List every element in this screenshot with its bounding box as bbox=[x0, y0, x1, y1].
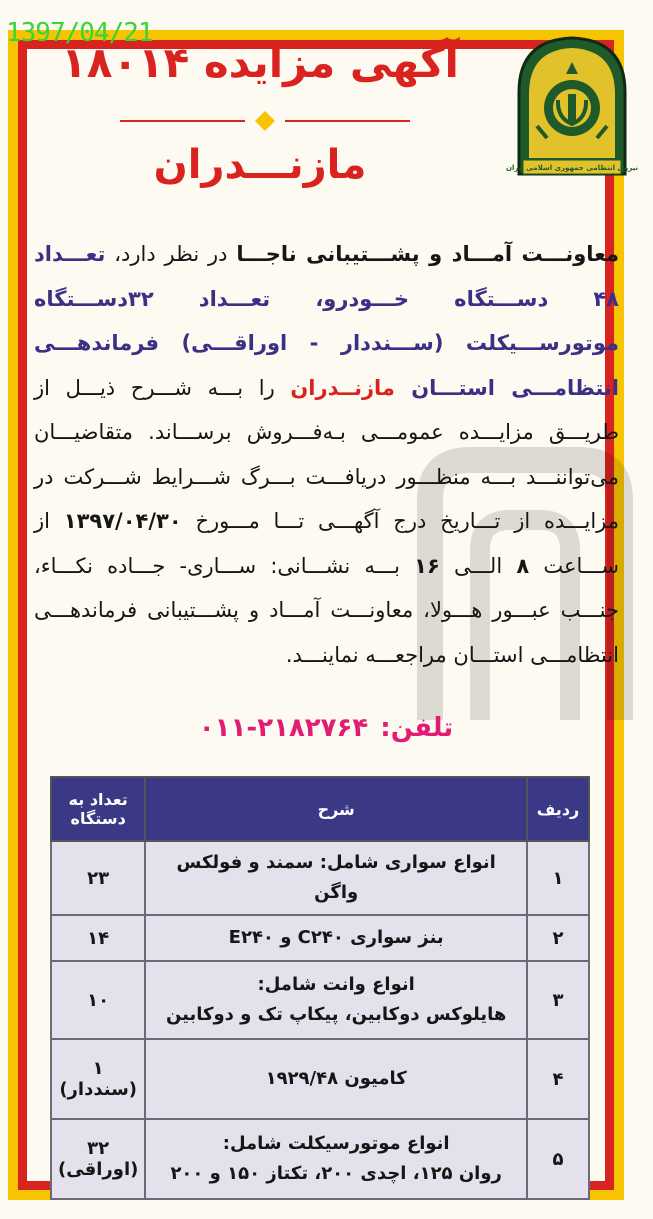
notice-body bbox=[34, 232, 619, 677]
row-count-value: ۱۰ bbox=[87, 989, 110, 1011]
row-description-line2: هایلوکس دوکابین، پیکاپ تک و دوکابین bbox=[165, 1004, 507, 1025]
header-description: شرح bbox=[145, 777, 527, 841]
row-description-line1: انواع موتورسیکلت شامل: bbox=[222, 1133, 450, 1154]
row-description bbox=[145, 961, 527, 1039]
row-count-value: ۱۴ bbox=[87, 927, 110, 949]
row-count bbox=[51, 841, 145, 915]
body-hour-start: ۸ bbox=[516, 553, 530, 578]
row-count bbox=[51, 915, 145, 961]
items-table bbox=[50, 776, 590, 1200]
notice-title: آگهی مزایده ۱۸۰۱۴ bbox=[61, 38, 459, 87]
row-number: ۲ bbox=[527, 915, 589, 961]
date-stamp: 1397/04/21 bbox=[6, 18, 153, 48]
row-count-note: (اوراقی) bbox=[58, 1159, 139, 1180]
row-description bbox=[145, 1039, 527, 1119]
row-count-note: (سنددار) bbox=[59, 1079, 137, 1100]
body-text-3: از ســـاعت bbox=[34, 509, 619, 578]
row-description-line1: انواع وانت شامل: bbox=[257, 974, 415, 995]
row-description bbox=[145, 1119, 527, 1199]
header-row-number: ردیف bbox=[527, 777, 589, 841]
row-count bbox=[51, 961, 145, 1039]
header-count: تعداد به دستگاه bbox=[51, 777, 145, 841]
row-number: ۴ bbox=[527, 1039, 589, 1119]
body-deadline: ۱۳۹۷/۰۴/۳۰ bbox=[63, 509, 182, 533]
table-row bbox=[51, 1039, 589, 1119]
emblem-caption: نیروی انتظامی جمهوری اسلامی ایران bbox=[505, 164, 639, 172]
notice-subtitle: مازنـــدران bbox=[153, 142, 367, 188]
body-text-1: در نظر دارد، bbox=[105, 242, 237, 266]
row-description-line1: انواع سواری شامل: سمند و فولکس واگن bbox=[176, 852, 496, 903]
body-highlight-province: مازنــدران bbox=[290, 375, 412, 400]
row-count-value: ۲۳ bbox=[87, 867, 110, 889]
row-number: ۳ bbox=[527, 961, 589, 1039]
phone-label: تلفن: bbox=[380, 713, 454, 743]
row-description bbox=[145, 841, 527, 915]
phone-number: ۲۱۸۲۷۶۴-۰۱۱ bbox=[198, 713, 369, 743]
body-highlight-items: تعـــداد ۴۸ دســـتگاه خـــودرو، تعـــداد ۳۲دســـتگاه موتورســـیکلت (ســـنددار - اوراقـــی) فرماندهـــی انتظامـــی استـــان bbox=[34, 242, 620, 400]
row-number: ۱ bbox=[527, 841, 589, 915]
row-count bbox=[51, 1039, 145, 1119]
body-org: معاونـــت آمـــاد و پشـــتیبانی ناجـــا bbox=[236, 242, 619, 266]
body-text-4: الـــی bbox=[439, 553, 517, 578]
row-count-value: ۱ bbox=[92, 1058, 104, 1079]
body-hour-end: ۱۶ bbox=[414, 553, 440, 578]
table-row bbox=[51, 915, 589, 961]
police-emblem-icon bbox=[505, 34, 639, 180]
row-description-line1: کامیون ۱۹۲۹/۴۸ bbox=[265, 1068, 407, 1089]
title-divider bbox=[120, 106, 410, 136]
row-description bbox=[145, 915, 527, 961]
body-text-2: را بـــه شـــرح ذیـــل از طریـــق مزایـــده عمومـــی بـه‌فـــروش برســـاند. متقاضیـــان می‌تواننـــد بـــه منظـــور دریافـــت بـــرگ شـــرایط شـــرکت در مزایـــده از تـــاریخ درج آگهـــی تـــا مـــورخ bbox=[34, 375, 619, 533]
table-header-row bbox=[51, 777, 589, 841]
row-description-line2: روان ۱۲۵، اچدی ۲۰۰، تکتاز ۱۵۰ و ۲۰۰ bbox=[170, 1163, 502, 1184]
table-row bbox=[51, 961, 589, 1039]
phone-line bbox=[170, 713, 470, 743]
table-row bbox=[51, 1119, 589, 1199]
row-number: ۵ bbox=[527, 1119, 589, 1199]
row-count-value: ۳۲ bbox=[87, 1138, 110, 1159]
body-text-5: بـــه نشـــانی: ســـاری- جـــاده نکـــاء، جنـــب عبـــور هـــولا، معاونـــت آمـــاد و پشـــتیبانی فرماندهـــی انتظامـــی استـــان مراجعـــه نماینـــد. bbox=[34, 553, 619, 667]
row-description-line1: بنز سواری C۲۴۰ و E۲۴۰ bbox=[228, 927, 444, 948]
row-count bbox=[51, 1119, 145, 1199]
table-row bbox=[51, 841, 589, 915]
